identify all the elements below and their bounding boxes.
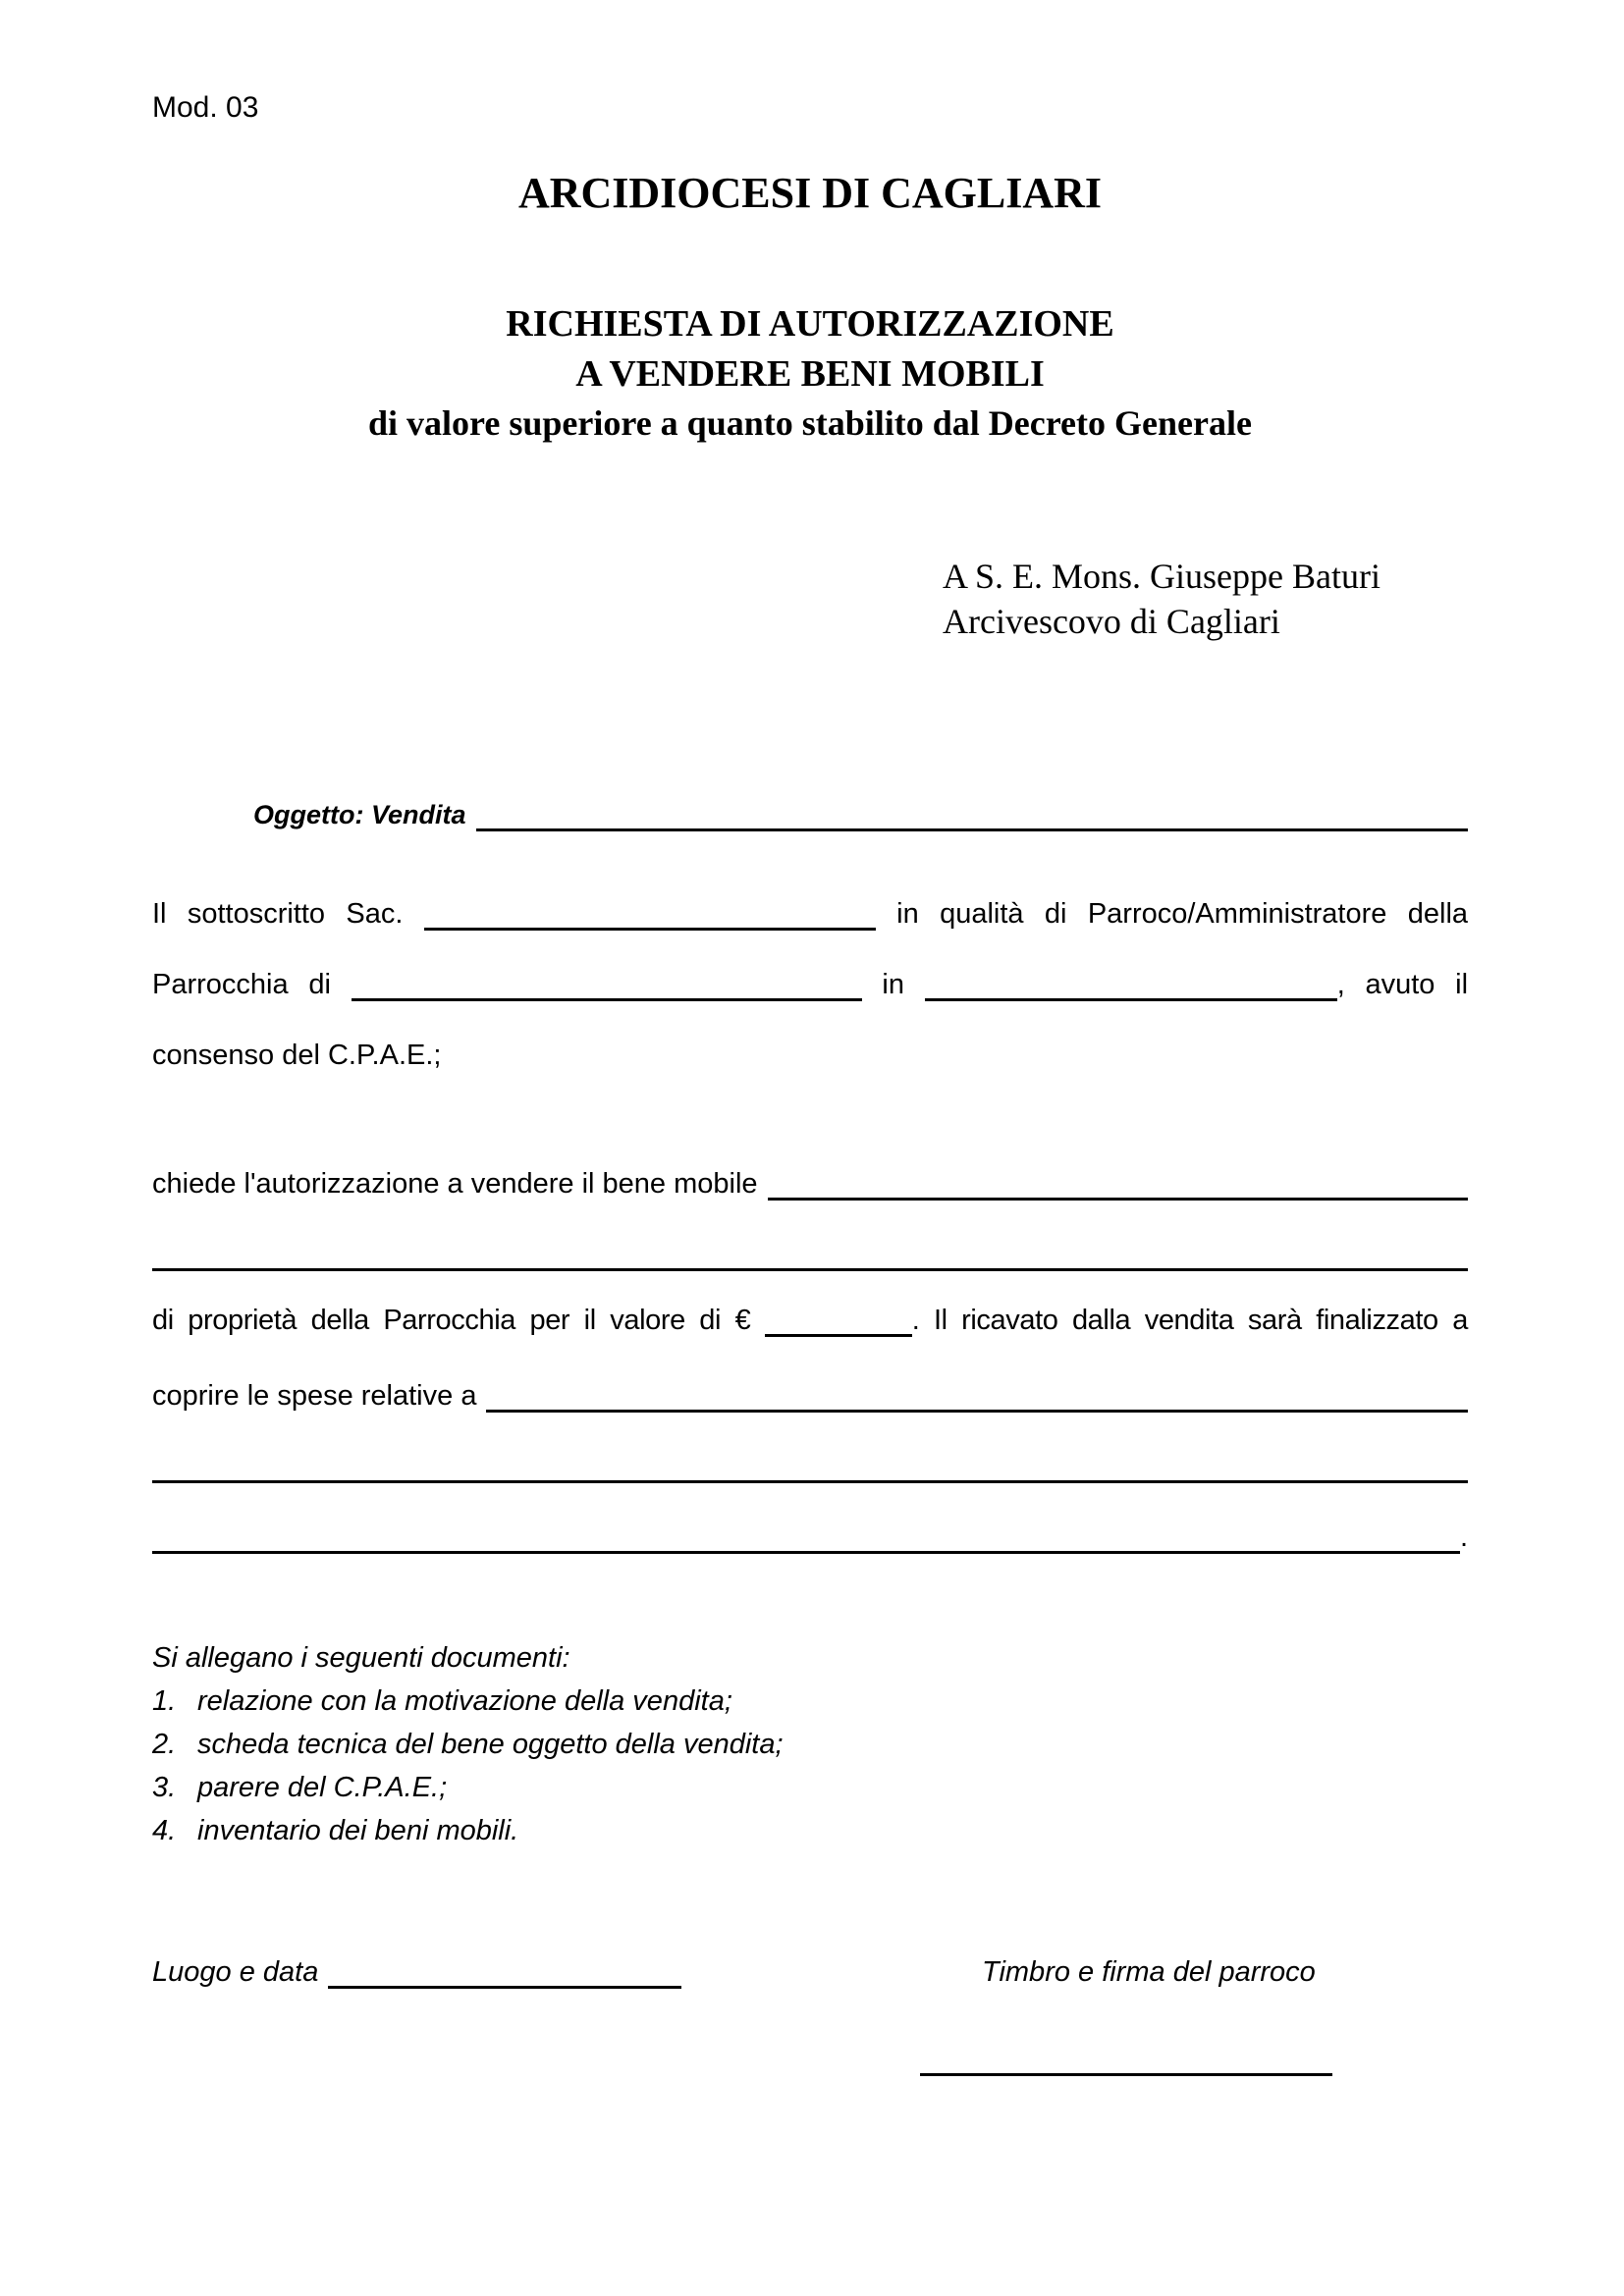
addressee-role-line: Arcivescovo di Cagliari xyxy=(943,602,1280,641)
attachment-item xyxy=(152,1723,1468,1766)
attachment-number: 2. xyxy=(152,1729,177,1760)
stamp-signature-label: Timbro e firma del parroco xyxy=(982,1956,1316,1988)
addressee-block xyxy=(152,554,1468,644)
place-date-blank xyxy=(328,1986,681,1989)
footer-row xyxy=(152,1950,1468,1995)
chiede-line xyxy=(152,1144,1468,1214)
attachment-item xyxy=(152,1809,1468,1852)
mod-label: Mod. 03 xyxy=(152,91,259,124)
attachments-list xyxy=(152,1680,1468,1852)
spese-blank-3 xyxy=(152,1551,1460,1554)
attachment-text: inventario dei beni mobili. xyxy=(197,1815,519,1846)
valore-amount-blank xyxy=(765,1334,912,1337)
spese-continuation-row-1 xyxy=(152,1426,1468,1497)
place-date-label: Luogo e data xyxy=(152,1956,319,1988)
valore-prefix: di proprietà della Parrocchia per il valore di € xyxy=(152,1305,751,1336)
parrocchia-name-blank xyxy=(352,998,862,1001)
document-subtitle xyxy=(152,299,1468,448)
spese-continuation-row-2 xyxy=(152,1497,1468,1568)
valore-line xyxy=(152,1285,1468,1356)
subject-row xyxy=(152,786,1468,845)
bene-mobile-continuation-row xyxy=(152,1214,1468,1285)
subtitle-line-1: RICHIESTA DI AUTORIZZAZIONE xyxy=(506,303,1114,345)
valore-suffix: . Il ricavato dalla vendita sarà finalizzato a xyxy=(911,1305,1468,1336)
attachment-number: 1. xyxy=(152,1685,177,1717)
attachment-text: scheda tecnica del bene oggetto della vendita; xyxy=(197,1729,784,1760)
attachments-section xyxy=(152,1636,1468,1852)
attachment-number: 3. xyxy=(152,1772,177,1803)
sac-name-blank xyxy=(424,928,876,931)
bene-mobile-blank-2 xyxy=(152,1268,1468,1271)
coprire-text: coprire le spese relative a xyxy=(152,1380,477,1412)
parrocchia-mid: in xyxy=(882,969,904,1000)
sottoscritto-line xyxy=(152,879,1468,949)
coprire-line xyxy=(152,1356,1468,1426)
page-title: ARCIDIOCESI DI CAGLIARI xyxy=(517,169,1103,217)
addressee-name-line: A S. E. Mons. Giuseppe Baturi xyxy=(943,557,1380,596)
subtitle-line-2: A VENDERE BENI MOBILI xyxy=(575,353,1045,395)
paragraph-request xyxy=(152,1144,1468,1568)
chiede-text: chiede l'autorizzazione a vendere il bene mobile xyxy=(152,1168,758,1200)
bene-mobile-blank xyxy=(768,1198,1468,1201)
parrocchia-prefix: Parrocchia di xyxy=(152,969,331,1000)
subtitle-line-3: di valore superiore a quanto stabilito dal Decreto Generale xyxy=(368,403,1252,443)
parrocchia-suffix: , avuto il xyxy=(1336,969,1469,1000)
attachment-item xyxy=(152,1766,1468,1809)
consenso-line: consenso del C.P.A.E.; xyxy=(152,1040,442,1071)
paragraph-declaration xyxy=(152,879,1468,1091)
sottoscritto-prefix: Il sottoscritto Sac. xyxy=(152,898,404,930)
attachments-intro: Si allegano i seguenti documenti: xyxy=(152,1642,570,1674)
subject-blank-line xyxy=(476,828,1469,831)
spese-blank-2 xyxy=(152,1480,1468,1483)
sottoscritto-suffix: in qualità di Parroco/Amministratore della xyxy=(896,898,1469,930)
parrocchia-line xyxy=(152,949,1468,1020)
spese-blank xyxy=(486,1410,1468,1413)
attachment-text: parere del C.P.A.E.; xyxy=(197,1772,448,1803)
final-period: . xyxy=(1459,1522,1468,1553)
signature-row xyxy=(152,2073,1468,2076)
parrocchia-place-blank xyxy=(925,998,1337,1001)
subject-label: Oggetto: Vendita xyxy=(253,800,466,829)
attachment-text: relazione con la motivazione della vendita; xyxy=(197,1685,732,1717)
signature-blank xyxy=(920,2073,1332,2076)
attachment-item xyxy=(152,1680,1468,1723)
attachment-number: 4. xyxy=(152,1815,177,1846)
